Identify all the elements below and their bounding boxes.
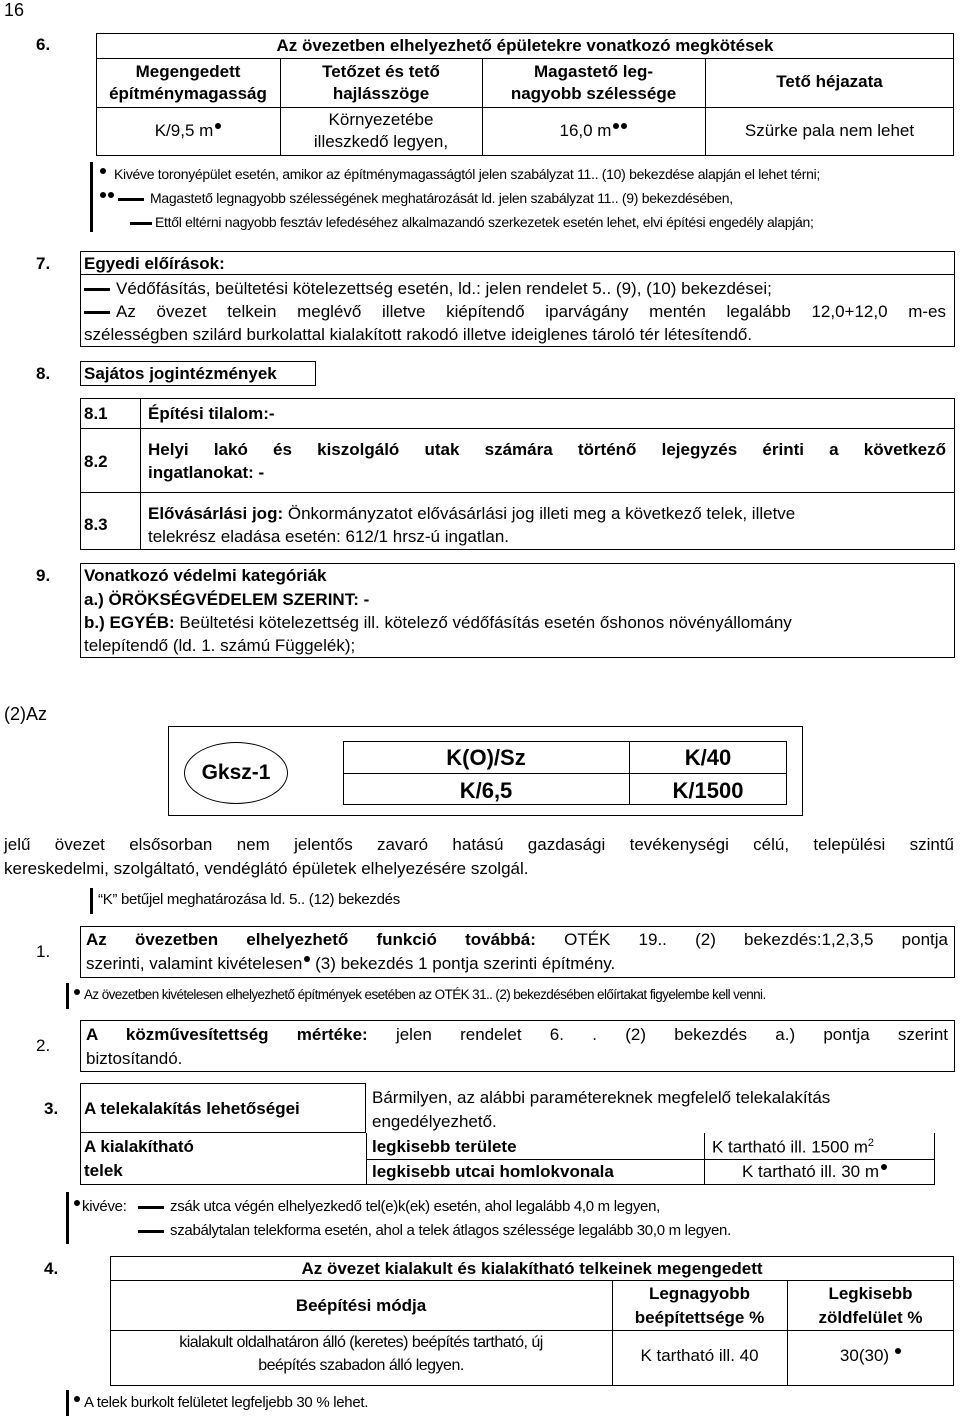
dash-icon	[130, 222, 152, 225]
roof-value-2: illeszkedő legyen,	[313, 132, 449, 151]
plot-except-label-text: kivéve:	[82, 1198, 127, 1215]
dash-icon	[138, 1206, 164, 1209]
row-8-2-line-2: ingatlanokat: -	[148, 463, 265, 482]
plot-row-2-value-text: K tartható ill. 30 m	[742, 1162, 880, 1181]
plot-except-2-text: szabálytalan telekforma esetén, ahol a telek átlagos szélessége legalább 30,0 m legyen.	[170, 1222, 731, 1239]
note-3-text: Ettől eltérni nagyobb fesztáv lefedéséhez alkalmazandó szerkezetek esetén lehet, elvi építési engedély alapján;	[155, 214, 814, 230]
section-7-title: Egyedi előírások:	[84, 254, 225, 273]
plot-row-1-sup: 2	[867, 1137, 875, 1149]
point-3-right-1: Bármilyen, az alábbi paramétereknek megfelelő telekalakítás	[372, 1088, 831, 1107]
point-2-number: 2.	[36, 1036, 51, 1055]
cover-value: Szürke pala nem lehet	[744, 121, 915, 140]
point-3-title: A telekalakítás lehetőségei	[84, 1099, 300, 1118]
dash-icon	[84, 288, 110, 291]
max-coverage-header-2: beépítettsége %	[634, 1308, 765, 1327]
bullet-icon	[100, 168, 106, 174]
min-green-value-text: 30(30)	[839, 1346, 890, 1365]
point-1-text-2: szerinti, valamint kivételesen	[86, 954, 303, 973]
row-8-1-text: Építési tilalom:-	[148, 404, 275, 423]
zone-description-2: kereskedelmi, szolgáltató, vendéglátó épületek elhelyezésére szolgál.	[4, 859, 529, 878]
note-1	[98, 166, 820, 182]
note-2-text: Magastető legnagyobb szélességének meghatározását ld. jelen szabályzat 11.. (9) bekezdésében,	[150, 190, 733, 206]
bullet-icon	[108, 192, 114, 198]
plot-except-label	[72, 1198, 127, 1215]
section-7-line-2	[84, 302, 946, 322]
plot-row-2-label: legkisebb utcai homlokvonala	[372, 1162, 614, 1181]
max-coverage-value: K tartható ill. 40	[640, 1346, 759, 1365]
max-coverage-header-1: Legnagyobb	[648, 1284, 751, 1303]
point-1-text-3: (3) bekezdés 1 pontja szerinti építmény.	[310, 954, 616, 973]
point-2-line-2: biztosítandó.	[86, 1049, 183, 1068]
point-1-line-1	[86, 930, 948, 950]
point-3-right-2: engedélyezhető.	[372, 1112, 497, 1131]
col-height-header-1: Megengedett	[135, 62, 241, 81]
plot-row-1-value-text: K tartható ill. 1500 m	[712, 1137, 868, 1157]
point-4-title: Az övezet kialakult és kialakítható telkeinek megengedett	[301, 1259, 763, 1278]
section-7-line-1-text: Védőfásítás, beültetési kötelezettség esetén, ld.: jelen rendelet 5.. (9), (10) bekezdései;	[116, 279, 772, 298]
plot-row-1-value	[712, 1137, 874, 1158]
col-width-header-1: Magastető leg-	[533, 62, 654, 81]
section-9-number: 9.	[36, 566, 51, 585]
plot-left-2: telek	[84, 1161, 123, 1180]
bullet-icon	[74, 989, 80, 995]
k-note: “K” betűjel meghatározása ld. 5.. (12) bekezdés	[98, 891, 400, 908]
zone-code-bottom-right: K/1500	[672, 778, 744, 803]
point-1-line-2	[86, 954, 615, 974]
col-roof-header-2: hajlásszöge	[332, 84, 430, 103]
zone-description-1: jelű övezet elsősorban nem jelentős zavaró hatású gazdasági tevékenységi célú, települési szintű	[4, 835, 954, 854]
col-width-header-2: nagyobb szélessége	[510, 84, 677, 103]
section-7-line-2-text: Az övezet telkein meglévő illetve kiépítendő iparvágány mentén legalább 12,0+12,0 m-es	[116, 302, 946, 321]
point-3-number: 3.	[44, 1099, 59, 1118]
row-8-3-label: Elővásárlási jog:	[148, 504, 284, 523]
point-1-note	[72, 987, 766, 1002]
bullet-icon	[881, 1164, 887, 1170]
col-roof-header-1: Tetőzet és tető	[322, 62, 440, 81]
zone-prefix: (2)Az	[4, 704, 48, 724]
width-value-text: 16,0 m	[559, 121, 612, 140]
zone-code-top-left: K(O)/Sz	[446, 745, 526, 770]
section-6-number: 6.	[36, 35, 51, 54]
building-mode-value-1: kialakult oldalhatáron álló (keretes) beépítés tartható, új	[179, 1334, 543, 1351]
zone-code: Gksz-1	[201, 761, 271, 784]
plot-left-1: A kialakítható	[84, 1137, 194, 1156]
point-4-footnote-text: A telek burkolt felületet legfeljebb 30 % lehet.	[84, 1394, 369, 1411]
dash-icon	[138, 1230, 164, 1233]
section-8-title: Sajátos jogintézmények	[84, 364, 277, 383]
min-green-value	[787, 1346, 954, 1366]
roof-value-1: Környezetébe	[328, 110, 434, 129]
section-9-b-line-2: telepítendő (ld. 1. számú Függelék);	[84, 636, 356, 655]
section-9-b-label: b.) EGYÉB:	[84, 613, 175, 632]
section-8-number: 8.	[36, 364, 51, 383]
width-value	[482, 121, 705, 141]
dash-icon	[118, 198, 144, 201]
bullet-icon	[621, 123, 627, 129]
zone-code-top-right: K/40	[684, 745, 732, 770]
min-green-header-2: zöldfelület %	[818, 1308, 923, 1327]
row-8-3-text: Önkormányzatot elővásárlási jog illeti meg a következő telek, illetve	[283, 504, 796, 523]
section-9-b	[84, 613, 792, 633]
row-8-2-number: 8.2	[84, 452, 108, 471]
point-2-text: jelen rendelet 6. . (2) bekezdés a.) pontja szerint	[367, 1025, 948, 1044]
point-1-text: OTÉK 19.. (2) bekezdés:1,2,3,5 pontja	[535, 930, 948, 949]
row-8-1-number: 8.1	[84, 404, 108, 423]
height-value-text: K/9,5 m	[154, 121, 214, 140]
plot-except-2	[138, 1222, 731, 1239]
section-7-line-1	[84, 279, 772, 299]
point-2-label: A közművesítettség mértéke:	[86, 1025, 368, 1044]
point-1-label: Az övezetben elhelyezhető funkció továbbá:	[86, 930, 536, 949]
zone-code-bottom-left: K/6,5	[459, 778, 513, 803]
bullet-icon	[895, 1348, 901, 1354]
note-1-text: Kivéve toronyépület esetén, amikor az építménymagasságtól jelen szabályzat 11.. (10) bekezdése alapján el lehet térni;	[114, 166, 820, 182]
bullet-icon	[613, 123, 619, 129]
note-2	[98, 190, 733, 206]
page-number: 16	[4, 0, 25, 20]
plot-row-1-label: legkisebb területe	[372, 1137, 517, 1156]
point-4-number: 4.	[44, 1259, 59, 1278]
building-mode-value-2: beépítés szabadon álló legyen.	[258, 1357, 464, 1374]
section-9-title: Vonatkozó védelmi kategóriák	[84, 566, 327, 585]
plot-except-1	[138, 1198, 660, 1215]
section-6-title: Az övezetben elhelyezhető épületekre vonatkozó megkötések	[276, 36, 774, 55]
point-4-footnote	[72, 1394, 368, 1411]
col-height-header-2: építménymagasság	[109, 84, 267, 103]
bullet-icon	[74, 1396, 80, 1402]
point-1-number: 1.	[36, 942, 51, 961]
bullet-icon	[100, 192, 106, 198]
note-3	[130, 214, 814, 230]
row-8-3-line-1	[148, 504, 795, 524]
min-green-header-1: Legkisebb	[828, 1284, 913, 1303]
row-8-3-number: 8.3	[84, 515, 108, 534]
row-8-3-line-2: telekrész eladása esetén: 612/1 hrsz-ú ingatlan.	[148, 527, 510, 546]
plot-row-2-value	[742, 1162, 887, 1182]
building-mode-header: Beépítési módja	[295, 1296, 427, 1315]
point-2-line-1	[86, 1025, 948, 1045]
col-cover-header: Tető héjazata	[776, 72, 883, 91]
section-9-a: a.) ÖRÖKSÉGVÉDELEM SZERINT: -	[84, 590, 370, 609]
section-7-number: 7.	[36, 254, 51, 273]
point-1-note-text: Az övezetben kivételesen elhelyezhető építmények esetében az OTÉK 31.. (2) bekezdésében előírtakat figyelembe kell venni.	[84, 987, 766, 1002]
bullet-icon	[74, 1200, 80, 1206]
dash-icon	[84, 311, 110, 314]
section-9-b-text: Beültetési kötelezettség ill. kötelező védőfásítás esetén őshonos növényállomány	[174, 613, 792, 632]
plot-except-1-text: zsák utca végén elhelyezkedő tel(e)k(ek) esetén, ahol legalább 4,0 m legyen,	[170, 1198, 661, 1215]
height-value	[96, 121, 280, 141]
row-8-2-line-1: Helyi lakó és kiszolgáló utak számára történő lejegyzés érinti a következő	[148, 440, 946, 459]
section-7-line-3: szélességben szilárd burkolattal kialakított rakodó illetve ideiglenes tároló tér létesítendő.	[84, 325, 753, 344]
bullet-icon	[215, 123, 221, 129]
